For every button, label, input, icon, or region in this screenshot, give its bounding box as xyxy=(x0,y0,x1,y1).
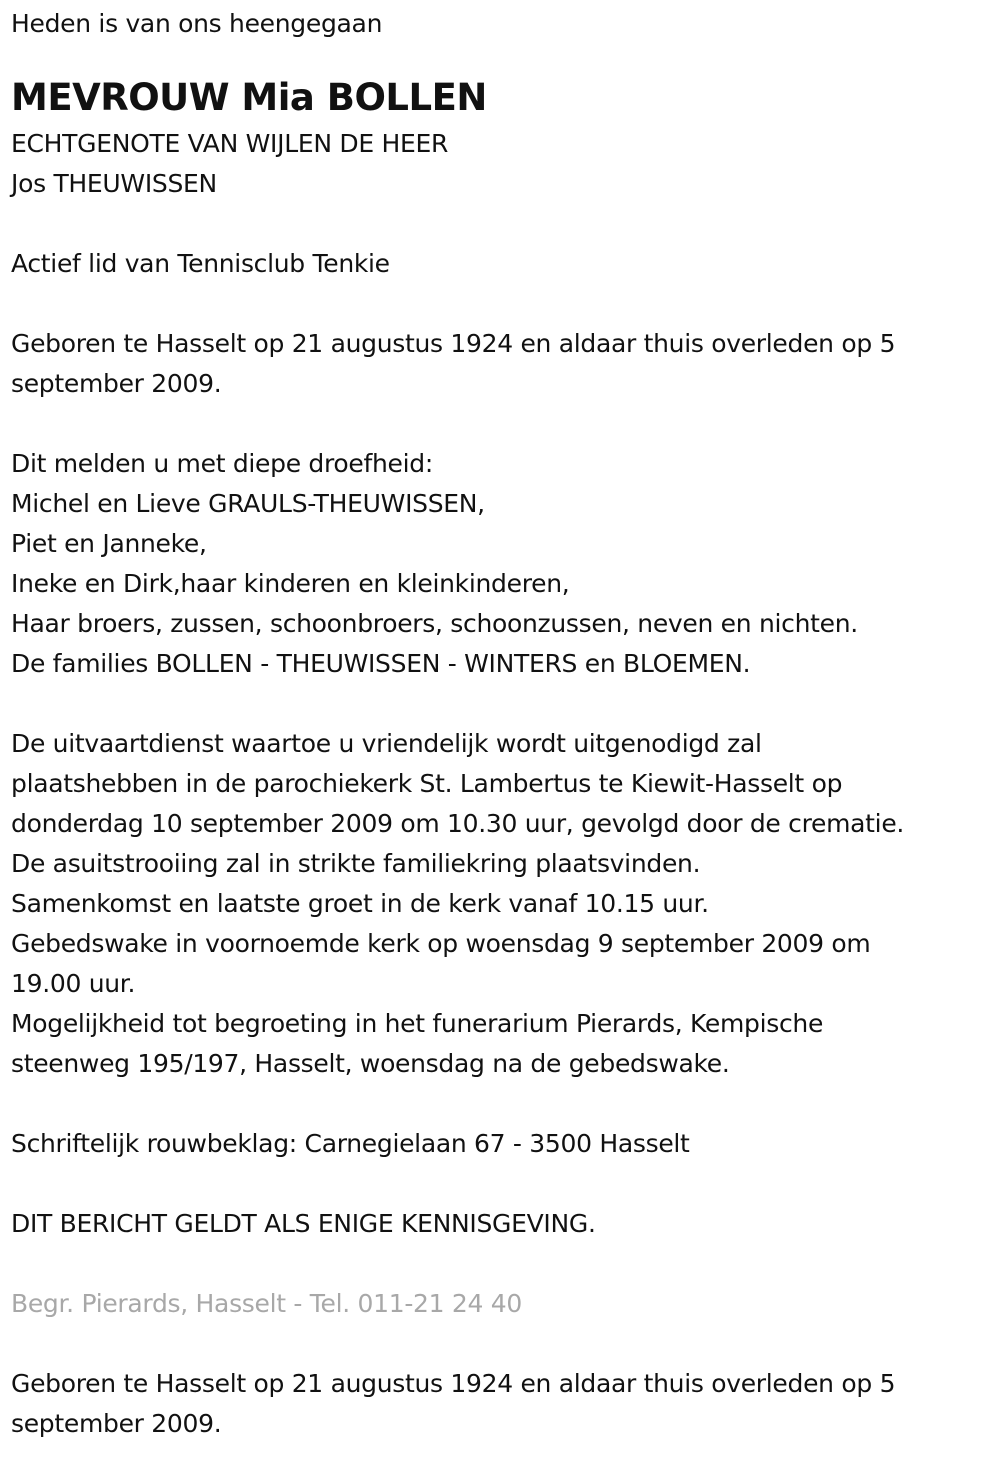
funeral-section xyxy=(11,724,991,1084)
mourners-line: De families BOLLEN - THEUWISSEN - WINTERS en BLOEMEN. xyxy=(11,649,751,678)
mourners-line: Michel en Lieve GRAULS-THEUWISSEN, xyxy=(11,489,485,518)
birth-death-line-1: Geboren te Hasselt op 21 augustus 1924 en aldaar thuis overleden op 5 xyxy=(11,329,896,358)
funeral-line: donderdag 10 september 2009 om 10.30 uur, gevolgd door de crematie. xyxy=(11,809,905,838)
funeral-line: Gebedswake in voornoemde kerk op woensdag 9 september 2009 om xyxy=(11,929,871,958)
spouse-line-1: ECHTGENOTE VAN WIJLEN DE HEER xyxy=(11,129,449,158)
spacer xyxy=(11,204,991,244)
funeral-line: De asuitstrooiing zal in strikte familiekring plaatsvinden. xyxy=(11,849,701,878)
funeral-line: Samenkomst en laatste groet in de kerk vanaf 10.15 uur. xyxy=(11,889,709,918)
spacer xyxy=(11,1244,991,1284)
spacer xyxy=(11,284,991,324)
deceased-name: MEVROUW Mia BOLLEN xyxy=(11,76,487,119)
mourners-line: Haar broers, zussen, schoonbroers, schoonzussen, neven en nichten. xyxy=(11,609,858,638)
funeral-line: Mogelijkheid tot begroeting in het funerarium Pierards, Kempische xyxy=(11,1009,824,1038)
mourners-line: Ineke en Dirk,haar kinderen en kleinkinderen, xyxy=(11,569,570,598)
spacer xyxy=(11,684,991,724)
condolence-address: Schriftelijk rouwbeklag: Carnegielaan 67 - 3500 Hasselt xyxy=(11,1129,690,1158)
birth-death-repeat-line-2: september 2009. xyxy=(11,1409,222,1438)
birth-death-line-2: september 2009. xyxy=(11,369,222,398)
mourners-section xyxy=(11,444,991,684)
mourners-line: Piet en Janneke, xyxy=(11,529,207,558)
funeral-line: De uitvaartdienst waartoe u vriendelijk wordt uitgenodigd zal xyxy=(11,729,762,758)
obituary-document xyxy=(11,4,991,1444)
birth-death-repeat-line-1: Geboren te Hasselt op 21 augustus 1924 en aldaar thuis overleden op 5 xyxy=(11,1369,896,1398)
funeral-line: 19.00 uur. xyxy=(11,969,136,998)
mourners-line: Dit melden u met diepe droefheid: xyxy=(11,449,433,478)
sole-notice: DIT BERICHT GELDT ALS ENIGE KENNISGEVING. xyxy=(11,1209,596,1238)
intro-text: Heden is van ons heengegaan xyxy=(11,9,383,38)
undertaker-contact: Begr. Pierards, Hasselt - Tel. 011-21 24 40 xyxy=(11,1289,522,1318)
funeral-line: plaatshebben in de parochiekerk St. Lambertus te Kiewit-Hasselt op xyxy=(11,769,843,798)
spacer xyxy=(11,1164,991,1204)
spouse-line-2: Jos THEUWISSEN xyxy=(11,169,217,198)
spacer xyxy=(11,1084,991,1124)
spacer xyxy=(11,1324,991,1364)
membership-text: Actief lid van Tennisclub Tenkie xyxy=(11,249,390,278)
spacer xyxy=(11,404,991,444)
funeral-line: steenweg 195/197, Hasselt, woensdag na de gebedswake. xyxy=(11,1049,730,1078)
